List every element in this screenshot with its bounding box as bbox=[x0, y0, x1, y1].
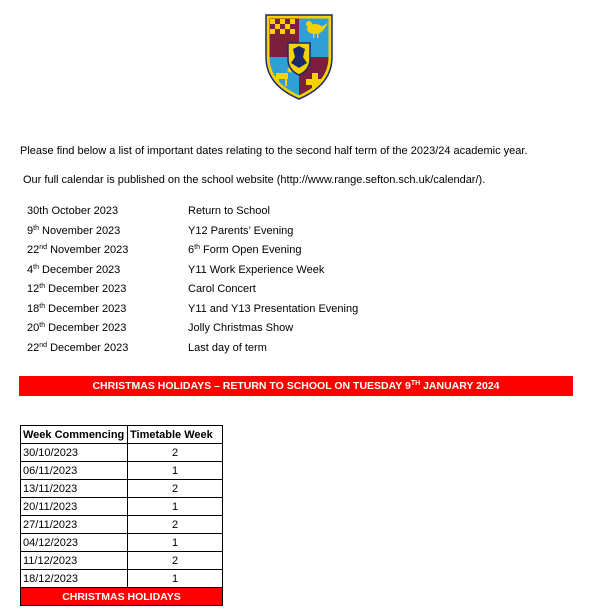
table-header-row bbox=[21, 426, 223, 444]
table-footer-row bbox=[21, 588, 223, 606]
table-row bbox=[21, 480, 223, 498]
date-label: 20th December 2023 bbox=[27, 322, 127, 334]
timetable-week-cell: 1 bbox=[128, 462, 223, 480]
table-row bbox=[21, 516, 223, 534]
timetable-week-table bbox=[20, 425, 223, 606]
date-label: 9th November 2023 bbox=[27, 224, 121, 237]
timetable-week-cell: 2 bbox=[128, 516, 223, 534]
event-label: Return to School bbox=[188, 205, 270, 217]
timetable-week-cell: 1 bbox=[128, 534, 223, 552]
date-label: 18th December 2023 bbox=[27, 302, 127, 315]
event-label: Y11 and Y13 Presentation Evening bbox=[188, 302, 359, 315]
event-label: Last day of term bbox=[188, 341, 267, 354]
event-label: Y11 Work Experience Week bbox=[188, 263, 325, 276]
intro-text: Please find below a list of important dates relating to the second half term of the 2023/24 academic year. bbox=[20, 145, 528, 157]
calendar-note: Our full calendar is published on the school website (http://www.range.sefton.sch.uk/calendar/). bbox=[23, 174, 486, 186]
timetable-week-cell: 2 bbox=[128, 444, 223, 462]
christmas-holidays-banner: CHRISTMAS HOLIDAYS – RETURN TO SCHOOL ON TUESDAY 9TH JANUARY 2024 bbox=[19, 376, 573, 396]
table-row bbox=[21, 444, 223, 462]
week-commencing-cell: 04/12/2023 bbox=[21, 534, 128, 552]
crest-shield-icon bbox=[263, 13, 335, 101]
table-row bbox=[21, 552, 223, 570]
week-commencing-cell: 18/12/2023 bbox=[21, 570, 128, 588]
timetable-week-cell: 2 bbox=[128, 480, 223, 498]
week-commencing-cell: 11/12/2023 bbox=[21, 552, 128, 570]
school-crest bbox=[263, 13, 335, 101]
week-commencing-cell: 30/10/2023 bbox=[21, 444, 128, 462]
christmas-holidays-cell: CHRISTMAS HOLIDAYS bbox=[21, 588, 223, 606]
event-label: Y12 Parents’ Evening bbox=[188, 224, 294, 237]
event-label: Jolly Christmas Show bbox=[188, 322, 294, 334]
table-row bbox=[21, 534, 223, 552]
date-label: 22nd December 2023 bbox=[27, 341, 129, 354]
table-row bbox=[21, 462, 223, 480]
week-commencing-cell: 13/11/2023 bbox=[21, 480, 128, 498]
date-label: 30th October 2023 bbox=[27, 205, 119, 217]
timetable-week-cell: 2 bbox=[128, 552, 223, 570]
column-header-week-commencing: Week Commencing bbox=[21, 426, 128, 444]
date-label: 12th December 2023 bbox=[27, 283, 127, 295]
event-label: 6th Form Open Evening bbox=[188, 244, 302, 256]
week-commencing-cell: 27/11/2023 bbox=[21, 516, 128, 534]
column-header-timetable-week: Timetable Week bbox=[128, 426, 223, 444]
timetable-week-cell: 1 bbox=[128, 570, 223, 588]
week-commencing-cell: 06/11/2023 bbox=[21, 462, 128, 480]
date-label: 4th December 2023 bbox=[27, 263, 121, 276]
timetable-week-cell: 1 bbox=[128, 498, 223, 516]
event-label: Carol Concert bbox=[188, 283, 256, 295]
date-label: 22nd November 2023 bbox=[27, 244, 129, 256]
week-commencing-cell: 20/11/2023 bbox=[21, 498, 128, 516]
table-row bbox=[21, 498, 223, 516]
table-row bbox=[21, 570, 223, 588]
